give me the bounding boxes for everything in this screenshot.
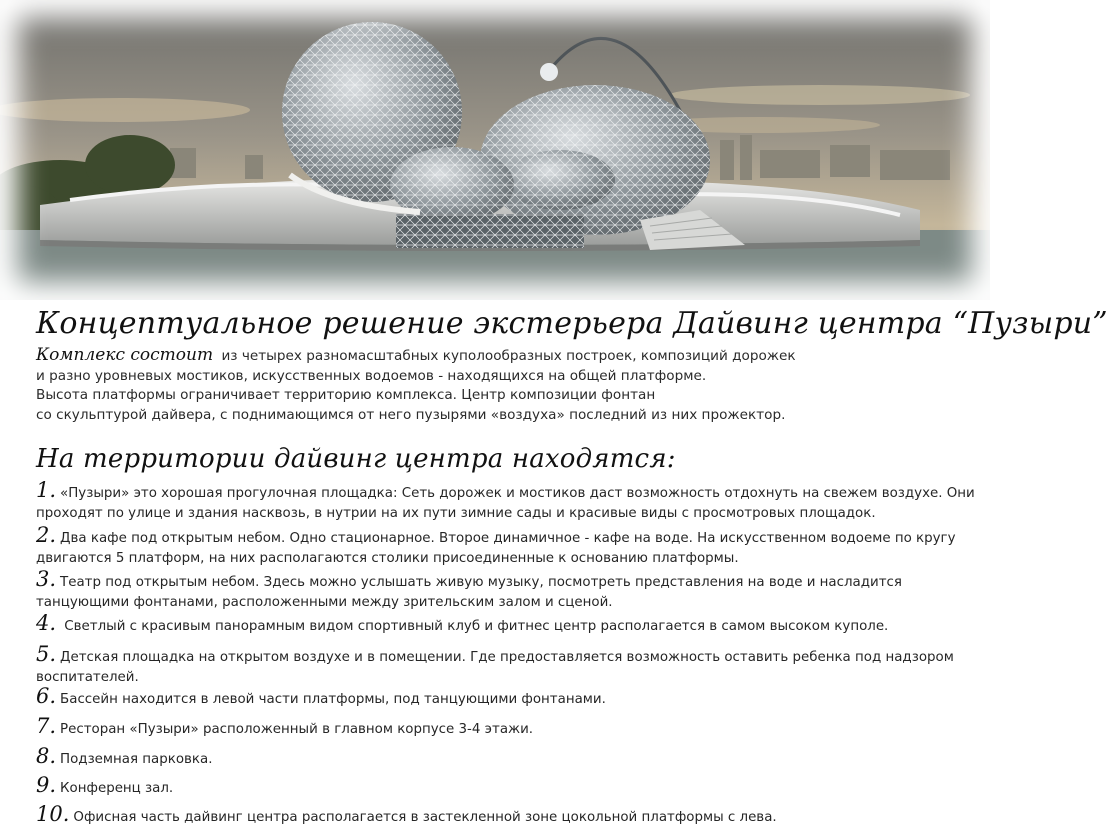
hero-rendering xyxy=(0,0,990,300)
item-text: «Пузыри» это хорошая прогулочная площадка: Сеть дорожек и мостиков даст возможность отдохнуть на свежем воздухе. Они проходят по улице и здания насквозь, в нутрии на их пути зимние сады и красивые виды с просмотровых площадок. xyxy=(36,486,975,521)
item-text: Детская площадка на открытом воздухе и в помещении. Где предоставляется возможность оставить ребенка под надзором воспитателей. xyxy=(36,650,954,685)
list-item xyxy=(36,611,980,635)
item-number: 7. xyxy=(36,714,57,738)
item-text: Светлый с красивым панорамным видом спортивный клуб и фитнес центр располагается в самом высоком куполе. xyxy=(60,619,889,634)
list-item xyxy=(36,802,980,826)
item-number: 6. xyxy=(36,684,57,708)
item-text: Театр под открытым небом. Здесь можно услышать живую музыку, посмотреть представления на воде и насладится танцующими фонтанами, расположенными между зрительским залом и сценой. xyxy=(36,575,902,610)
item-text: Подземная парковка. xyxy=(60,752,213,767)
intro-line-4: со скульптурой дайвера, с поднимающимся от него пузырями «воздуха» последний из них прожектор. xyxy=(36,406,786,423)
item-number: 2. xyxy=(36,523,57,547)
intro-line-3: Высота платформы ограничивает территорию комплекса. Центр композиции фонтан xyxy=(36,387,656,403)
item-number: 3. xyxy=(36,567,57,591)
item-text: Два кафе под открытым небом. Одно стационарное. Второе динамичное - кафе на воде. На искусственном водоеме по кругу двигаются 5 платформ, на них располагаются столики присоединенные к основанию платформы. xyxy=(36,531,956,566)
intro-lead: Комплекс состоит xyxy=(36,345,214,365)
section-subtitle: На территории дайвинг центра находятся: xyxy=(36,444,676,474)
item-text: Ресторан «Пузыри» расположенный в главном корпусе 3-4 этажи. xyxy=(60,722,534,737)
item-text: Офисная часть дайвинг центра располагается в застекленной зоне цокольной платформы с лева. xyxy=(73,810,777,825)
list-item xyxy=(36,642,980,686)
page-title: Концептуальное решение экстерьера Дайвинг центра “Пузыри” xyxy=(36,306,1108,341)
intro-line-1 xyxy=(36,346,976,367)
list-item xyxy=(36,773,980,797)
list-item xyxy=(36,684,980,708)
intro-line-1-text: из четырех разномасштабных куполообразных построек, композиций дорожек xyxy=(221,348,796,364)
list-item xyxy=(36,523,980,567)
dome-complex-illustration xyxy=(0,0,990,300)
item-text: Бассейн находится в левой части платформы, под танцующими фонтанами. xyxy=(60,692,606,707)
list-item xyxy=(36,744,980,768)
list-item xyxy=(36,714,980,738)
item-number: 9. xyxy=(36,773,57,797)
item-number: 5. xyxy=(36,642,57,666)
list-item xyxy=(36,567,980,611)
item-number: 4. xyxy=(36,611,57,635)
intro-paragraph xyxy=(36,346,976,425)
item-number: 10. xyxy=(36,802,70,826)
item-text: Конференц зал. xyxy=(60,781,174,796)
intro-line-2: и разно уровневых мостиков, искусственных водоемов - находящихся на общей платформе. xyxy=(36,367,707,384)
list-item xyxy=(36,478,980,522)
item-number: 8. xyxy=(36,744,57,768)
item-number: 1. xyxy=(36,478,57,502)
